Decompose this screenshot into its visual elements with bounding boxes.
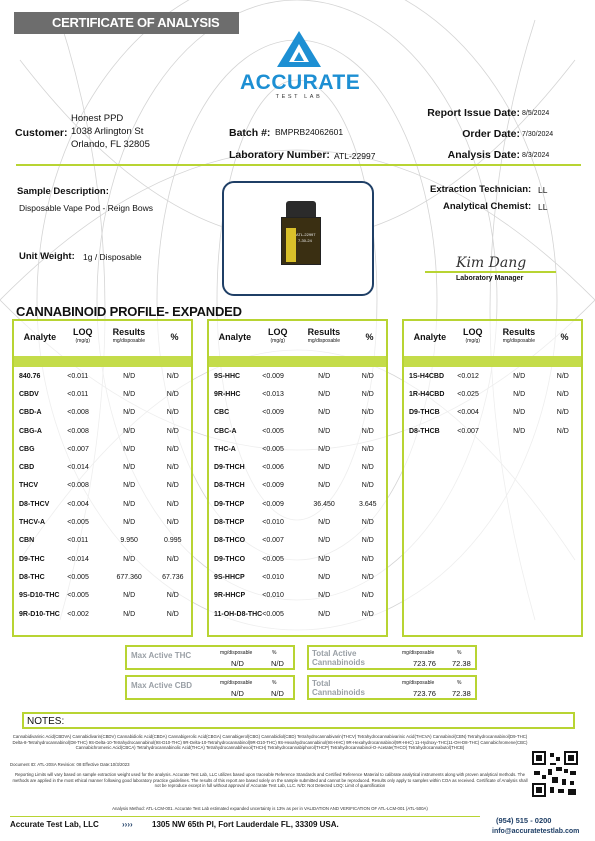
result-value: N/D <box>318 464 331 472</box>
loq-value: <0.011 <box>67 372 89 380</box>
result-value: N/D <box>123 372 136 380</box>
results-unit: mg/disposable <box>502 337 535 344</box>
analysis-date: 8/3/2024 <box>522 152 550 159</box>
loq-value: <0.005 <box>67 592 89 600</box>
percent-value: N/D <box>556 372 569 380</box>
analyte-row <box>14 587 191 605</box>
analyte-header: Analyte <box>218 331 252 342</box>
analyte-name: D8-THCH <box>214 482 245 490</box>
analyte-row <box>14 550 191 568</box>
extraction-technician: LL <box>538 185 548 195</box>
loq-unit: (mg/g) <box>75 337 90 344</box>
percent-value: N/D <box>166 445 179 453</box>
percent-header: % <box>170 331 179 342</box>
extraction-technician-label: Extraction Technician: <box>430 184 532 195</box>
analytical-chemist: LL <box>538 202 548 212</box>
results-header-label: Results <box>307 326 341 337</box>
qr-code-icon[interactable] <box>532 751 578 797</box>
panel-rows <box>404 367 581 440</box>
percent-value: N/D <box>361 592 374 600</box>
loq-value: <0.014 <box>67 555 89 563</box>
total-active-unit: mg/disposable <box>402 650 435 656</box>
results-header <box>490 328 548 346</box>
percent-value: N/D <box>361 519 374 527</box>
percent-value: N/D <box>166 482 179 490</box>
result-value: N/D <box>318 610 331 618</box>
loq-header <box>261 328 295 346</box>
loq-value: <0.025 <box>457 390 479 398</box>
loq-header <box>66 328 100 346</box>
loq-value: <0.007 <box>67 445 89 453</box>
footer-chevrons-icon: ›››› <box>122 820 133 829</box>
percent-value: N/D <box>556 427 569 435</box>
result-value: N/D <box>123 427 136 435</box>
percent-value: N/D <box>166 390 179 398</box>
analyte-row <box>14 495 191 513</box>
result-value: N/D <box>513 427 526 435</box>
notes-box <box>22 712 575 729</box>
result-value: N/D <box>123 464 136 472</box>
percent-value: N/D <box>166 372 179 380</box>
analyte-name: CBC-A <box>214 427 237 435</box>
analyte-row <box>209 367 386 385</box>
total-label-1: Total <box>312 679 331 688</box>
manager-signature: Kim Dang <box>456 255 527 271</box>
analyte-header: Analyte <box>413 331 447 342</box>
result-value: N/D <box>123 500 136 508</box>
customer-address-line1: 1038 Arlington St <box>71 126 144 137</box>
percent-value: N/D <box>166 519 179 527</box>
result-value: N/D <box>123 445 136 453</box>
result-value: N/D <box>318 573 331 581</box>
total-unit: mg/disposable <box>402 680 435 686</box>
result-value: N/D <box>318 537 331 545</box>
loq-value: <0.012 <box>457 372 479 380</box>
customer-address-line2: Orlando, FL 32805 <box>71 139 150 150</box>
analyte-row <box>209 513 386 531</box>
analyte-name: CBG <box>19 445 35 453</box>
loq-value: <0.005 <box>67 519 89 527</box>
footer-email[interactable]: info@accuratetestlab.com <box>492 828 580 835</box>
result-value: 9.950 <box>120 537 138 545</box>
results-unit: mg/disposable <box>307 337 340 344</box>
max-cbd-unit: mg/disposable <box>220 680 253 686</box>
analyte-row <box>209 477 386 495</box>
result-value: N/D <box>513 390 526 398</box>
loq-value: <0.007 <box>457 427 479 435</box>
analyte-row <box>404 385 581 403</box>
analyte-row <box>209 568 386 586</box>
analyte-name: CBC <box>214 409 230 417</box>
percent-value: N/D <box>166 464 179 472</box>
loq-value: <0.010 <box>262 592 284 600</box>
loq-value: <0.011 <box>67 390 89 398</box>
analyte-name: 9S-HHC <box>214 372 241 380</box>
analyte-row <box>404 404 581 422</box>
analyte-name: 1S-H4CBD <box>409 372 445 380</box>
percent-value: N/D <box>166 409 179 417</box>
analyte-name: D9-THC <box>19 555 45 563</box>
result-value: N/D <box>318 519 331 527</box>
percent-value: N/D <box>361 372 374 380</box>
sample-description-label: Sample Description: <box>17 186 109 197</box>
profile-title: CANNABINOID PROFILE- EXPANDED <box>16 304 242 319</box>
percent-header: % <box>365 331 374 342</box>
total-active-mg: 723.76 <box>413 659 436 668</box>
total-mg: 723.76 <box>413 689 436 698</box>
max-cbd-pct-label: % <box>272 680 277 686</box>
analyte-row <box>209 404 386 422</box>
analyte-name: D8-THC <box>19 573 45 581</box>
analyte-row <box>209 605 386 623</box>
loq-value: <0.009 <box>262 372 284 380</box>
report-issue-date: 8/5/2024 <box>522 110 550 117</box>
analyte-name: THC-A <box>214 445 236 453</box>
loq-value: <0.008 <box>67 409 89 417</box>
analyte-name: D8-THCV <box>19 500 50 508</box>
results-unit: mg/disposable <box>112 337 145 344</box>
cannabinoid-panel-1 <box>12 319 193 637</box>
unit-weight: 1g / Disposable <box>83 252 142 262</box>
analyte-row <box>14 404 191 422</box>
analytical-chemist-label: Analytical Chemist: <box>443 201 532 212</box>
analyte-row <box>14 458 191 476</box>
analyte-row <box>209 385 386 403</box>
max-cbd-mg: N/D <box>231 689 244 698</box>
loq-header-label: LOQ <box>267 326 288 337</box>
analyte-row <box>209 458 386 476</box>
logo-subtitle: TEST LAB <box>275 94 323 100</box>
total-pct: 72.38 <box>452 689 471 698</box>
result-value: N/D <box>123 610 136 618</box>
company-logo <box>240 30 361 100</box>
loq-value: <0.007 <box>262 537 284 545</box>
footer-divider <box>10 816 480 817</box>
disclaimer-text: Reporting Limits will vary based on sample extraction weight used for the analysis. Accurate Test Lab, LLC utilizes based upon traceable Reference Standards and Certified Reference Material to calibrate analytical instruments along with proven analytical methods. The methods are applied in the most ethical manner following good laboratory practice guidelines. The results of this report are based solely on the sample submitted and cannot be reproduced. Results only apply to samples within COA as received. Certificate of Analysis shall not be reproduce except in full without approval of Accurate Test Lab, LLC. N/D: Not Detected LOQ: Limit of quantification <box>12 772 528 789</box>
lab-number-value: ATL-22997 <box>334 151 376 161</box>
panel-header <box>404 321 581 352</box>
notes-label: NOTES: <box>27 716 65 727</box>
percent-value: 0.995 <box>164 537 182 545</box>
loq-value: <0.008 <box>67 482 89 490</box>
loq-value: <0.009 <box>262 500 284 508</box>
analyte-name: 9R-HHC <box>214 390 241 398</box>
result-value: N/D <box>123 482 136 490</box>
analyte-header: Analyte <box>23 331 57 342</box>
loq-value: <0.011 <box>67 537 89 545</box>
results-header <box>295 328 353 346</box>
analyte-row <box>404 367 581 385</box>
result-value: N/D <box>318 592 331 600</box>
analyte-name: THCV <box>19 482 39 490</box>
loq-value: <0.013 <box>262 390 284 398</box>
lab-number-label: Laboratory Number: <box>229 149 330 161</box>
percent-value: N/D <box>166 555 179 563</box>
result-value: N/D <box>123 409 136 417</box>
analyte-name: THCV-A <box>19 519 46 527</box>
loq-value: <0.005 <box>262 610 284 618</box>
analyte-name: 11-OH-D8-THC <box>214 610 263 618</box>
analyte-row <box>14 605 191 623</box>
max-thc-pct: N/D <box>271 659 284 668</box>
cannabinoid-panel-2 <box>207 319 388 637</box>
result-value: N/D <box>318 409 331 417</box>
cannabinoid-panel-3 <box>402 319 583 637</box>
analyte-row <box>209 422 386 440</box>
result-value: 36.450 <box>313 500 335 508</box>
analyte-row <box>209 532 386 550</box>
result-value: N/D <box>123 390 136 398</box>
panel-header-band <box>404 356 581 367</box>
analyte-row <box>14 440 191 458</box>
percent-value: N/D <box>166 500 179 508</box>
total-pct-label: % <box>457 680 462 686</box>
analyte-name: D9-THCP <box>214 500 245 508</box>
order-date: 7/30/2024 <box>522 131 554 138</box>
abbreviations-text: Cannabidivarinic Acid(CBDVA) Cannabidivarin(CBDV) Cannabidiolic Acid(CBDA) Cannabigerolic Acid(CBGA) Cannabigerol(CBG) Cannabidiol(CBD) Tetrahydrocannabivarin(THCV) Tetrahydrocannabivarinic Acid(THCVA) Cannabinol(CBN) Tetrahydrocannabinol(D9-THC) Delta-8-Tetrahydrocannabinol(D8-THC) 9S-Delta-10-Tetrahydrocannabinol(9S-D10-THC) 9R-Delta-10-Tetrahydrocannabinol(9R-D10-THC) 9S-Hexahydrocannabinol(9S-HHC) 9R-Hexahydrocannabinol(9R-HHC) 11-Hydroxy-THC(11-OH-D8-THC) Cannabichromene(CBC) Cannabichromenic Acid(CBCA) Tetrahydrocannabinolic Acid(THCA) Tetrahydrocannabihexol(THCH) Tetrahydrocannabiphorol(THCP) Tetrahydrocannabinol-O-Acetate(THCO) Tetrahydrocannabutol(THCB) <box>12 734 528 751</box>
analyte-row <box>14 532 191 550</box>
pod-mouthpiece <box>286 201 316 217</box>
percent-value: N/D <box>361 464 374 472</box>
percent-header: % <box>560 331 569 342</box>
result-value: N/D <box>318 445 331 453</box>
loq-value: <0.005 <box>262 427 284 435</box>
loq-header-label: LOQ <box>462 326 483 337</box>
panel-rows <box>14 367 191 623</box>
result-value: 677.360 <box>116 573 142 581</box>
analysis-method-text: Analysis Method: ATL-LCM-001. Accurate Test Lab estimated expanded uncertainty is 13% as per in VALIDATION AND VERIFICATION OF ATL-LCM-001 (ATL-500A) <box>112 806 428 811</box>
percent-value: N/D <box>166 610 179 618</box>
max-cbd-pct: N/D <box>271 689 284 698</box>
loq-unit: (mg/g) <box>270 337 285 344</box>
analyte-row <box>14 367 191 385</box>
analyte-name: 9R-D10-THC <box>19 610 60 618</box>
result-value: N/D <box>318 390 331 398</box>
max-active-cbd-label: Max Active CBD <box>131 681 193 690</box>
result-value: N/D <box>318 427 331 435</box>
analyte-name: CBD <box>19 464 35 472</box>
loq-value: <0.010 <box>262 573 284 581</box>
analyte-name: 9R-HHCP <box>214 592 246 600</box>
pod-label-lab-number: ATL-22997 <box>296 232 316 237</box>
loq-value: <0.005 <box>262 555 284 563</box>
vape-pod-image <box>281 217 321 265</box>
percent-value: N/D <box>361 537 374 545</box>
percent-value: 3.645 <box>359 500 377 508</box>
loq-header-label: LOQ <box>72 326 93 337</box>
percent-value: N/D <box>361 409 374 417</box>
analyte-name: D8-THCO <box>214 537 246 545</box>
max-active-cbd-box <box>125 675 295 700</box>
analyte-row <box>209 440 386 458</box>
order-date-label: Order Date: <box>462 128 520 140</box>
loq-value: <0.009 <box>262 482 284 490</box>
loq-value: <0.004 <box>67 500 89 508</box>
result-value: N/D <box>513 372 526 380</box>
result-value: N/D <box>318 482 331 490</box>
percent-value: N/D <box>361 445 374 453</box>
total-active-pct-label: % <box>457 650 462 656</box>
header-divider <box>16 164 581 166</box>
total-active-label-1: Total Active <box>312 649 357 658</box>
total-active-label-2: Cannabinoids <box>312 658 365 667</box>
analyte-row <box>14 513 191 531</box>
analyte-row <box>404 422 581 440</box>
result-value: N/D <box>513 409 526 417</box>
footer-company: Accurate Test Lab, LLC <box>10 820 99 829</box>
analyte-name: D8-THCB <box>409 427 440 435</box>
analysis-date-label: Analysis Date: <box>447 149 520 161</box>
analyte-row <box>209 495 386 513</box>
report-issue-date-label: Report Issue Date: <box>427 107 520 119</box>
footer-phone: (954) 515 - 0200 <box>496 816 552 825</box>
loq-header <box>456 328 490 346</box>
analyte-name: 9S-D10-THC <box>19 592 60 600</box>
result-value: N/D <box>123 555 136 563</box>
signature-line <box>425 271 556 273</box>
unit-weight-label: Unit Weight: <box>19 251 75 262</box>
max-active-thc-box <box>125 645 295 670</box>
analyte-name: D9-THCB <box>409 409 440 417</box>
analyte-row <box>14 422 191 440</box>
total-cannabinoids-box <box>307 675 477 700</box>
loq-value: <0.004 <box>457 409 479 417</box>
manager-label: Laboratory Manager <box>456 275 524 282</box>
analyte-row <box>14 385 191 403</box>
loq-value: <0.009 <box>262 409 284 417</box>
customer-label: Customer: <box>15 127 68 139</box>
analyte-name: CBD-A <box>19 409 42 417</box>
results-header <box>100 328 158 346</box>
panel-header-band <box>14 356 191 367</box>
total-active-cannabinoids-box <box>307 645 477 670</box>
percent-value: N/D <box>166 427 179 435</box>
percent-value: N/D <box>361 610 374 618</box>
percent-value: N/D <box>361 427 374 435</box>
percent-value: N/D <box>361 390 374 398</box>
pod-oil-window <box>286 228 296 262</box>
percent-value: 67.736 <box>162 573 184 581</box>
result-value: N/D <box>123 592 136 600</box>
percent-value: N/D <box>361 555 374 563</box>
result-value: N/D <box>318 555 331 563</box>
loq-value: <0.002 <box>67 610 89 618</box>
loq-value: <0.010 <box>262 519 284 527</box>
analyte-name: CBN <box>19 537 35 545</box>
loq-value: <0.008 <box>67 427 89 435</box>
analyte-name: D9-THCO <box>214 555 246 563</box>
analyte-name: D8-THCP <box>214 519 245 527</box>
max-active-thc-label: Max Active THC <box>131 651 192 660</box>
max-thc-pct-label: % <box>272 650 277 656</box>
panel-rows <box>209 367 386 623</box>
results-header-label: Results <box>502 326 536 337</box>
customer-name: Honest PPD <box>71 113 124 124</box>
analyte-name: CBG-A <box>19 427 42 435</box>
analyte-name: CBDV <box>19 390 39 398</box>
batch-label: Batch #: <box>229 127 271 139</box>
results-header-label: Results <box>112 326 146 337</box>
analyte-row <box>209 587 386 605</box>
analyte-name: 9S-HHCP <box>214 573 245 581</box>
sample-photo <box>222 181 374 296</box>
percent-value: N/D <box>556 390 569 398</box>
panel-header-band <box>209 356 386 367</box>
sample-description: Disposable Vape Pod - Reign Bows <box>19 203 154 213</box>
document-id: Document ID: ATL-20SA Revision: 08 Effective Date:10/3/2023 <box>10 762 130 767</box>
analyte-name: 1R-H4CBD <box>409 390 445 398</box>
loq-value: <0.005 <box>262 445 284 453</box>
loq-value: <0.005 <box>67 573 89 581</box>
result-value: N/D <box>123 519 136 527</box>
logo-name: ACCURATE <box>240 71 361 94</box>
document-title: CERTIFICATE OF ANALYSIS <box>14 12 239 34</box>
triangle-logo-icon <box>276 30 322 68</box>
percent-value: N/D <box>361 573 374 581</box>
analyte-row <box>14 477 191 495</box>
footer-address: 1305 NW 65th Pl, Fort Lauderdale FL, 33309 USA. <box>152 820 339 829</box>
analyte-row <box>209 550 386 568</box>
percent-value: N/D <box>166 592 179 600</box>
percent-value: N/D <box>556 409 569 417</box>
analyte-row <box>14 568 191 586</box>
result-value: N/D <box>318 372 331 380</box>
pod-label-date: 7-30-24 <box>298 238 312 243</box>
loq-value: <0.006 <box>262 464 284 472</box>
max-thc-unit: mg/disposable <box>220 650 253 656</box>
panel-header <box>209 321 386 352</box>
loq-unit: (mg/g) <box>465 337 480 344</box>
total-label-2: Cannabinoids <box>312 688 365 697</box>
panel-header <box>14 321 191 352</box>
max-thc-mg: N/D <box>231 659 244 668</box>
total-active-pct: 72.38 <box>452 659 471 668</box>
batch-value: BMPRB24062601 <box>275 127 344 137</box>
analyte-name: D9-THCH <box>214 464 245 472</box>
loq-value: <0.014 <box>67 464 89 472</box>
percent-value: N/D <box>361 482 374 490</box>
analyte-name: 840.76 <box>19 372 41 380</box>
